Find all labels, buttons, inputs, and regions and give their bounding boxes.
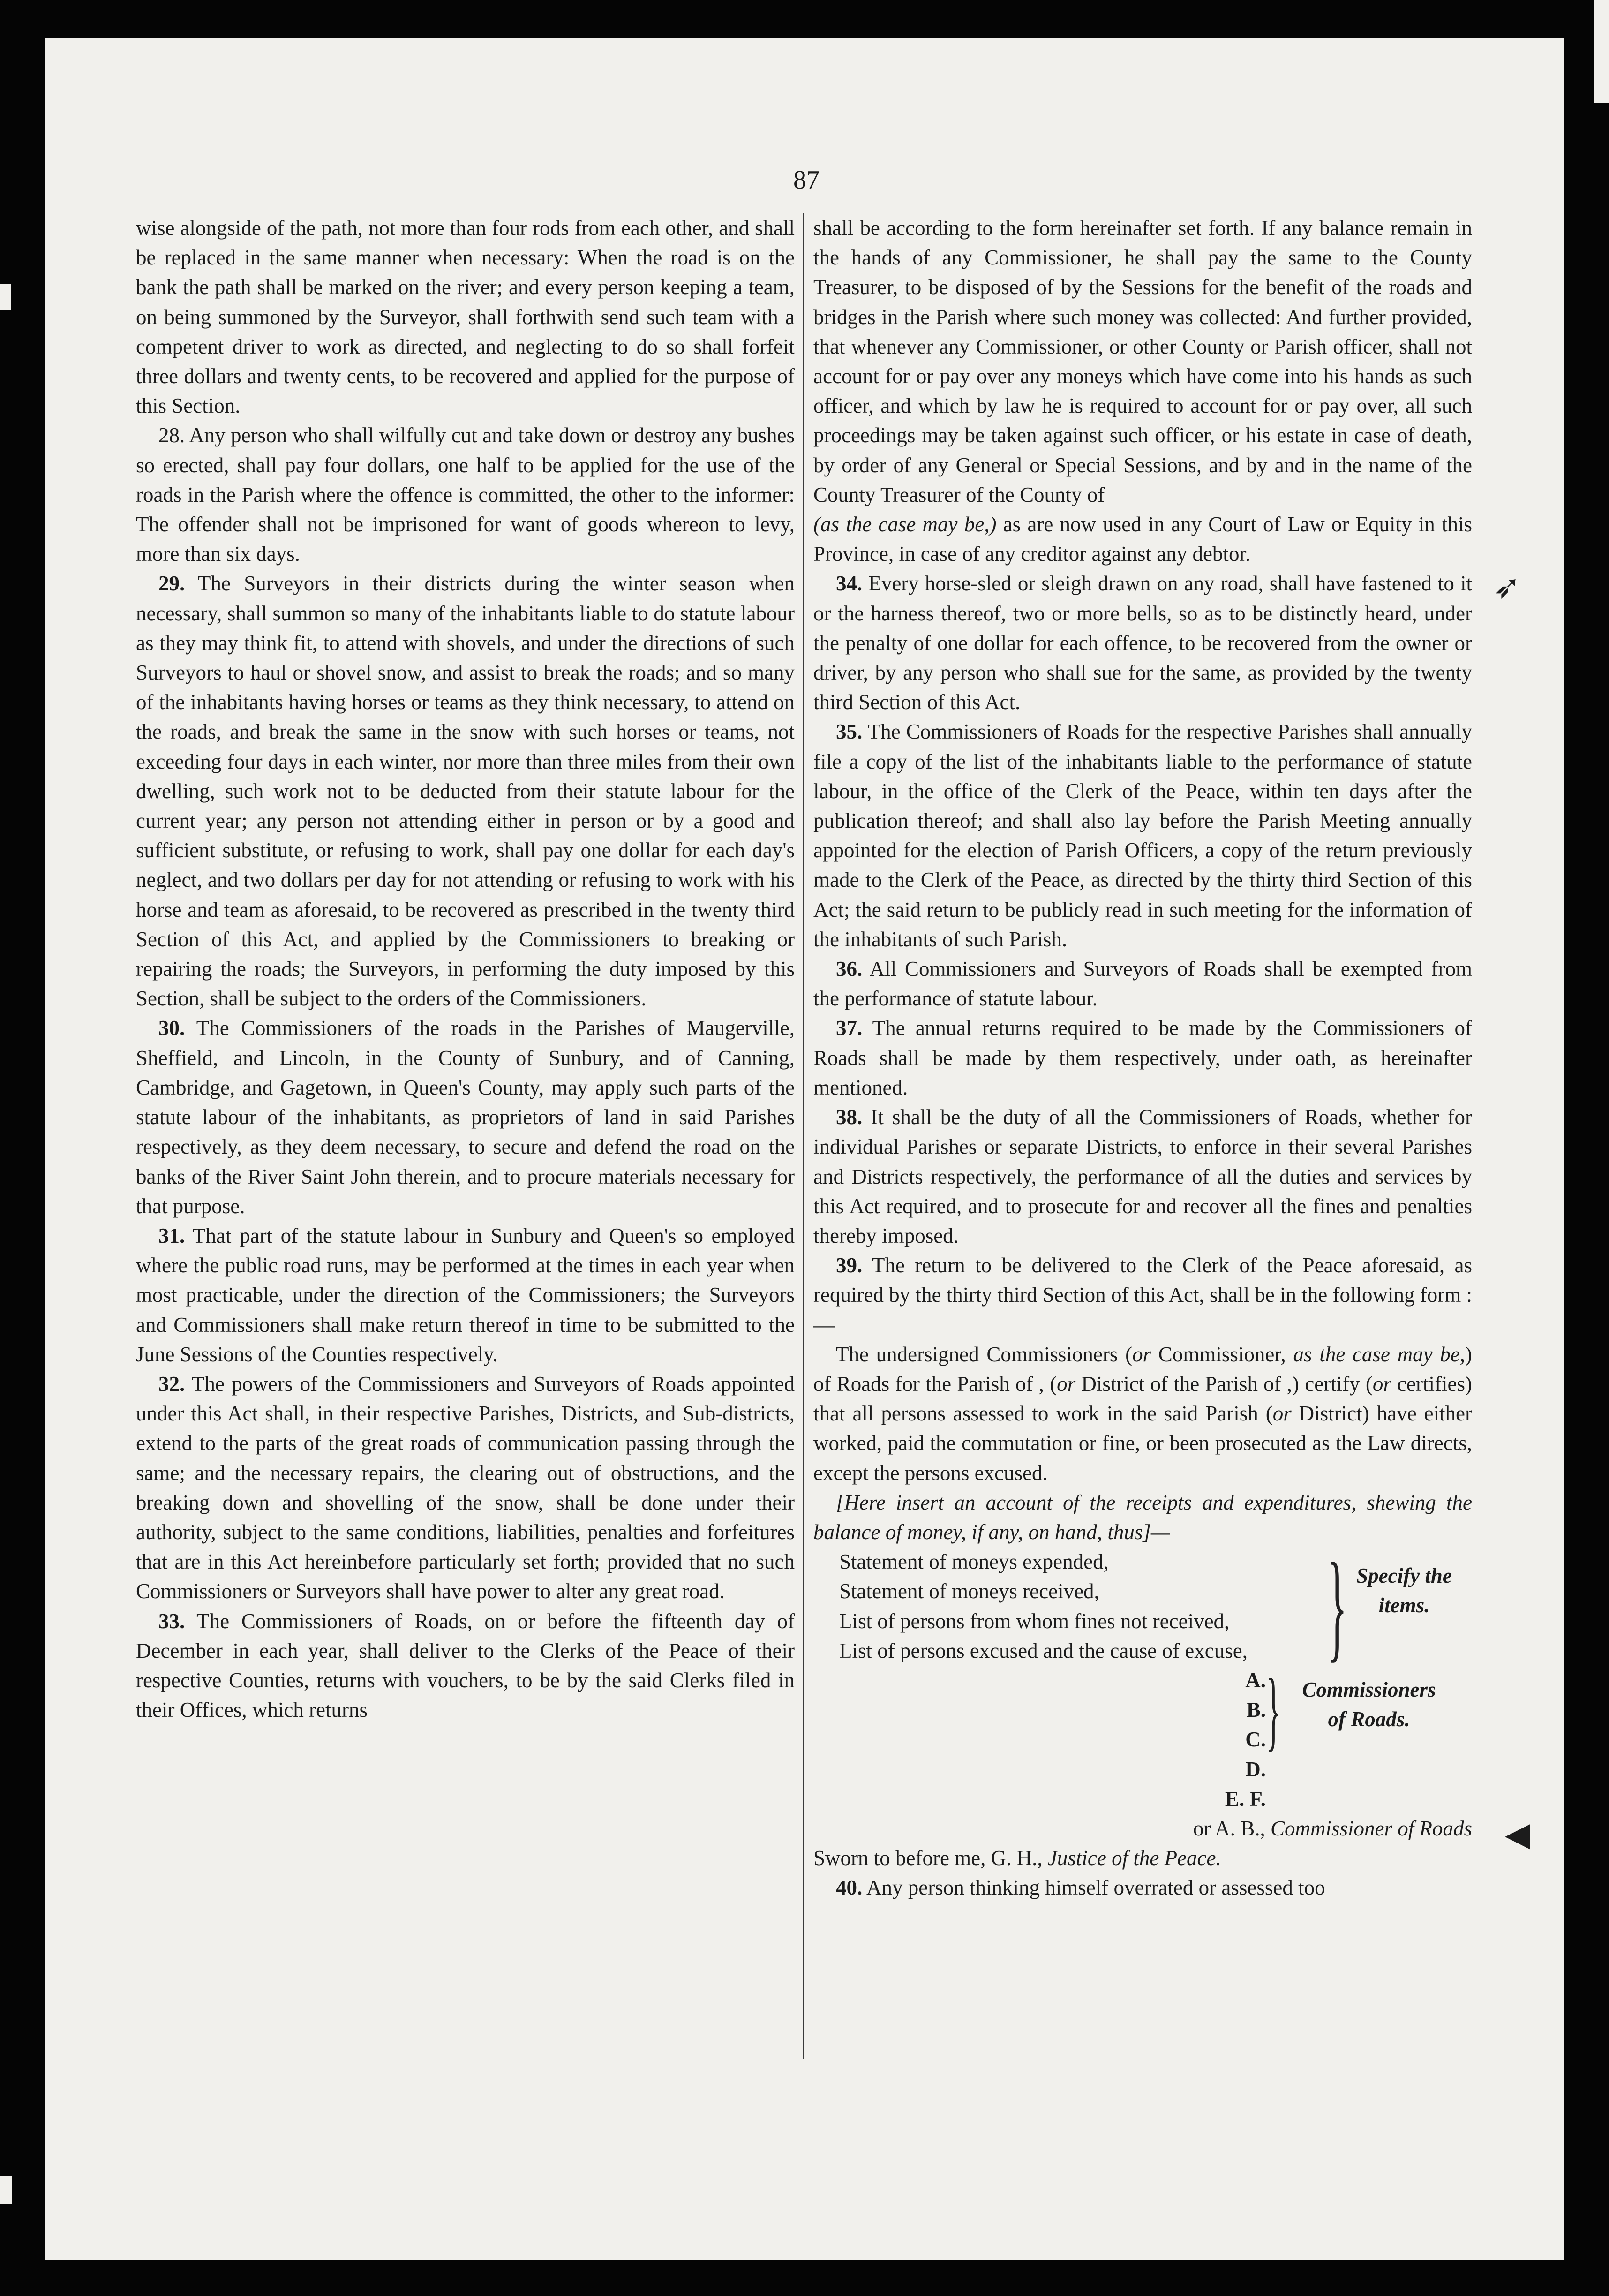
statement-item: List of persons excused and the cause of excuse, <box>839 1639 1248 1662</box>
section-28: 28. Any person who shall wilfully cut and take down or destroy any bushes so erected, shall pay four dollars, one half to be applied for the use of the roads in the Parish where the offence is committed, the other to the informer: The offender shall not be imprisoned for want of goods whereon to levy, more than six days. <box>136 423 795 566</box>
title-line: of Roads. <box>1328 1707 1410 1731</box>
statement-item: Statement of moneys expended, <box>839 1550 1109 1574</box>
column-divider <box>803 213 804 2059</box>
left-column <box>136 213 795 1725</box>
statement-lines <box>839 1547 1327 1666</box>
statement-list <box>813 1538 1472 1674</box>
title-line: Commissioners <box>1302 1677 1436 1701</box>
signature-block <box>813 1661 1458 1814</box>
section-36: 36. All Commissioners and Surveyors of Roads shall be exempted from the performance of statute labour. <box>813 957 1472 1011</box>
section-30: 30. The Commissioners of the roads in the Parishes of Maugerville, Sheffield, and Lincoln, in the County of Sunbury, and of Canning, Cambridge, and Gagetown, in Queen's County, may apply such parts of the statute labour of the inhabitants, as proprietors of land in said Parishes respectively, as they deem necessary, to secure and defend the road on the banks of the River Saint John therein, and to procure materials necessary for that purpose. <box>136 1016 795 1218</box>
section-39: 39. The return to be delivered to the Clerk of the Peace aforesaid, as required by the thirty third Section of this Act, shall be in the following form :— <box>813 1254 1472 1337</box>
statement-item: List of persons from whom fines not received, <box>839 1609 1230 1633</box>
page-edge-tab <box>0 2176 12 2204</box>
margin-mark: ➶ <box>1493 569 1521 605</box>
form-intro: The undersigned Commissioners (or Commissioner, as the case may be,) of Roads for the Parish of , (or District of the Parish of ,) certify (or certifies) that all persons assessed to work in the said Parish (or District) have either worked, paid the commutation or fine, or been prosecuted as the Law directs, except the persons excused. <box>813 1342 1472 1485</box>
brace-glyph: } <box>1266 1661 1281 1760</box>
section-31: 31. That part of the statute labour in Sunbury and Queen's so employed where the public road runs, may be performed at the times in each year when most practicable, under the direction of the Commissioners; the Surveyors and Commissioners shall make return thereof in time to be submitted to the June Sessions of the Counties respectively. <box>136 1224 795 1366</box>
section-32: 32. The powers of the Commissioners and Surveyors of Roads appointed under this Act shall, in their respective Parishes, Districts, and Sub-districts, extend to the parts of the great roads of communication passing through the same; and the necessary repairs, the clearing out of obstructions, and the breaking down and shovelling of the snow, shall be done under their authority, subject to the same conditions, liabilities, penalties and forfeitures that are in this Act hereinbefore particularly set forth; provided that no such Commissioners or Surveyors shall have power to alter any great road. <box>136 1372 795 1603</box>
page-edge-tab <box>0 284 11 310</box>
paragraph: shall be according to the form hereinafter set forth. If any balance remain in the hands of any Commissioner, he shall pay the same to the County Treasurer, to be disposed of by the Sessions for the benefit of the roads and bridges in the Parish where such money was collected: And further provided, that whenever any Commissioner, or other County or Parish officer, shall not account for or pay over any moneys which have come into his hands as such officer, and which by law he is required to account for or pay over, all such proceedings may be taken against such officer, or his estate in case of death, by order of any General or Special Sessions, and by and in the name of the County Treasurer of the County of <box>813 216 1472 506</box>
form-note: [Here insert an account of the receipts and expenditures, shewing the balance of money, if any, on hand, thus]— <box>813 1490 1472 1544</box>
brace-glyph: } <box>1327 1538 1347 1674</box>
paragraph: (as the case may be,) as are now used in any Court of Law or Equity in this Province, in case of any creditor against any debtor. <box>813 513 1472 566</box>
section-40: 40. Any person thinking himself overrated or assessed too <box>836 1876 1325 1900</box>
right-column <box>813 213 1472 1903</box>
initials: C. D. <box>1245 1728 1266 1781</box>
section-34: 34. Every horse-sled or sleigh drawn on any road, shall have fastened to it or the harness thereof, two or more bells, so as to be distinctly heard, under the penalty of one dollar for each offence, to be recovered from the owner or driver, by any person who shall sue for the same, as provided by the twenty third Section of this Act. <box>813 572 1473 714</box>
or-commissioner-line: or A. B., Commissioner of Roads <box>1193 1816 1472 1840</box>
commissioners-title <box>1280 1666 1458 1814</box>
statement-item: Statement of moneys received, <box>839 1579 1099 1603</box>
section-37: 37. The annual returns required to be made by the Commissioners of Roads shall be made by them respectively, under oath, as hereinafter mentioned. <box>813 1016 1472 1099</box>
section-38: 38. It shall be the duty of all the Commissioners of Roads, whether for individual Parishes or separate Districts, to enforce in their several Parishes and Districts respectively, the performance of all the duties and services by this Act required, and to prosecute for and recover all the fines and penalties thereby imposed. <box>813 1105 1473 1247</box>
section-35: 35. The Commissioners of Roads for the respective Parishes shall annually file a copy of the list of the inhabitants liable to the performance of statute labour, in the office of the Clerk of the Peace, within ten days after the publication thereof; and shall also lay before the Parish Meeting annually appointed for the election of Parish Officers, a copy of the return previously made to the Clerk of the Peace, as directed by the thirty third Section of this Act; the said return to be publicly read in such meeting for the information of the inhabitants of such Parish. <box>813 720 1473 951</box>
page-number: 87 <box>793 166 820 195</box>
initials: A. B. <box>1245 1668 1266 1722</box>
section-29: 29. The Surveyors in their districts during the winter season when necessary, shall summon so many of the inhabitants liable to do statute labour as they may think fit, to attend with shovels, and under the directions of such Surveyors to haul or shovel snow, and assist to break the roads; and so many of the inhabitants having horses or teams as they think necessary, to attend on the roads, and break the same in the snow with such horses or teams, not exceeding four days in each winter, nor more than three miles from their own dwelling, such work not to be deducted from their statute labour for the current year; any person not attending either in person or by a good and sufficient substitute, or refusing to work, shall pay one dollar for each day's neglect, and two dollars per day for not attending or refusing to work with his horse and team as aforesaid, to be recovered as prescribed in the twenty third Section of this Act, and applied by the Commissioners to breaking or repairing the roads; the Surveyors, in performing the duty imposed by this Section, shall be subject to the orders of the Commissioners. <box>136 572 795 1011</box>
margin-mark: ◀ <box>1505 1817 1530 1853</box>
paragraph: wise alongside of the path, not more than four rods from each other, and shall be replaced in the same manner when necessary: When the road is on the bank the path shall be marked on the river; and every person keeping a team, on being summoned by the Surveyor, shall forthwith send such team with a competent driver to work as directed, and neglecting to do so shall forfeit three dollars and twenty cents, to be recovered and applied for the purpose of this Section. <box>136 216 795 418</box>
initials: E. F. <box>1225 1787 1266 1811</box>
sworn-line: Sworn to before me, G. H., Justice of the Peace. <box>813 1846 1221 1870</box>
section-33: 33. The Commissioners of Roads, on or before the fifteenth day of December in each year, shall deliver to the Clerks of the Peace of their respective Counties, returns with vouchers, to be by the said Clerks filed in their Offices, which returns <box>136 1609 795 1722</box>
specify-note: Specify the items. <box>1356 1564 1452 1617</box>
page-edge-tab <box>1594 0 1609 103</box>
initials-list <box>1224 1666 1266 1814</box>
